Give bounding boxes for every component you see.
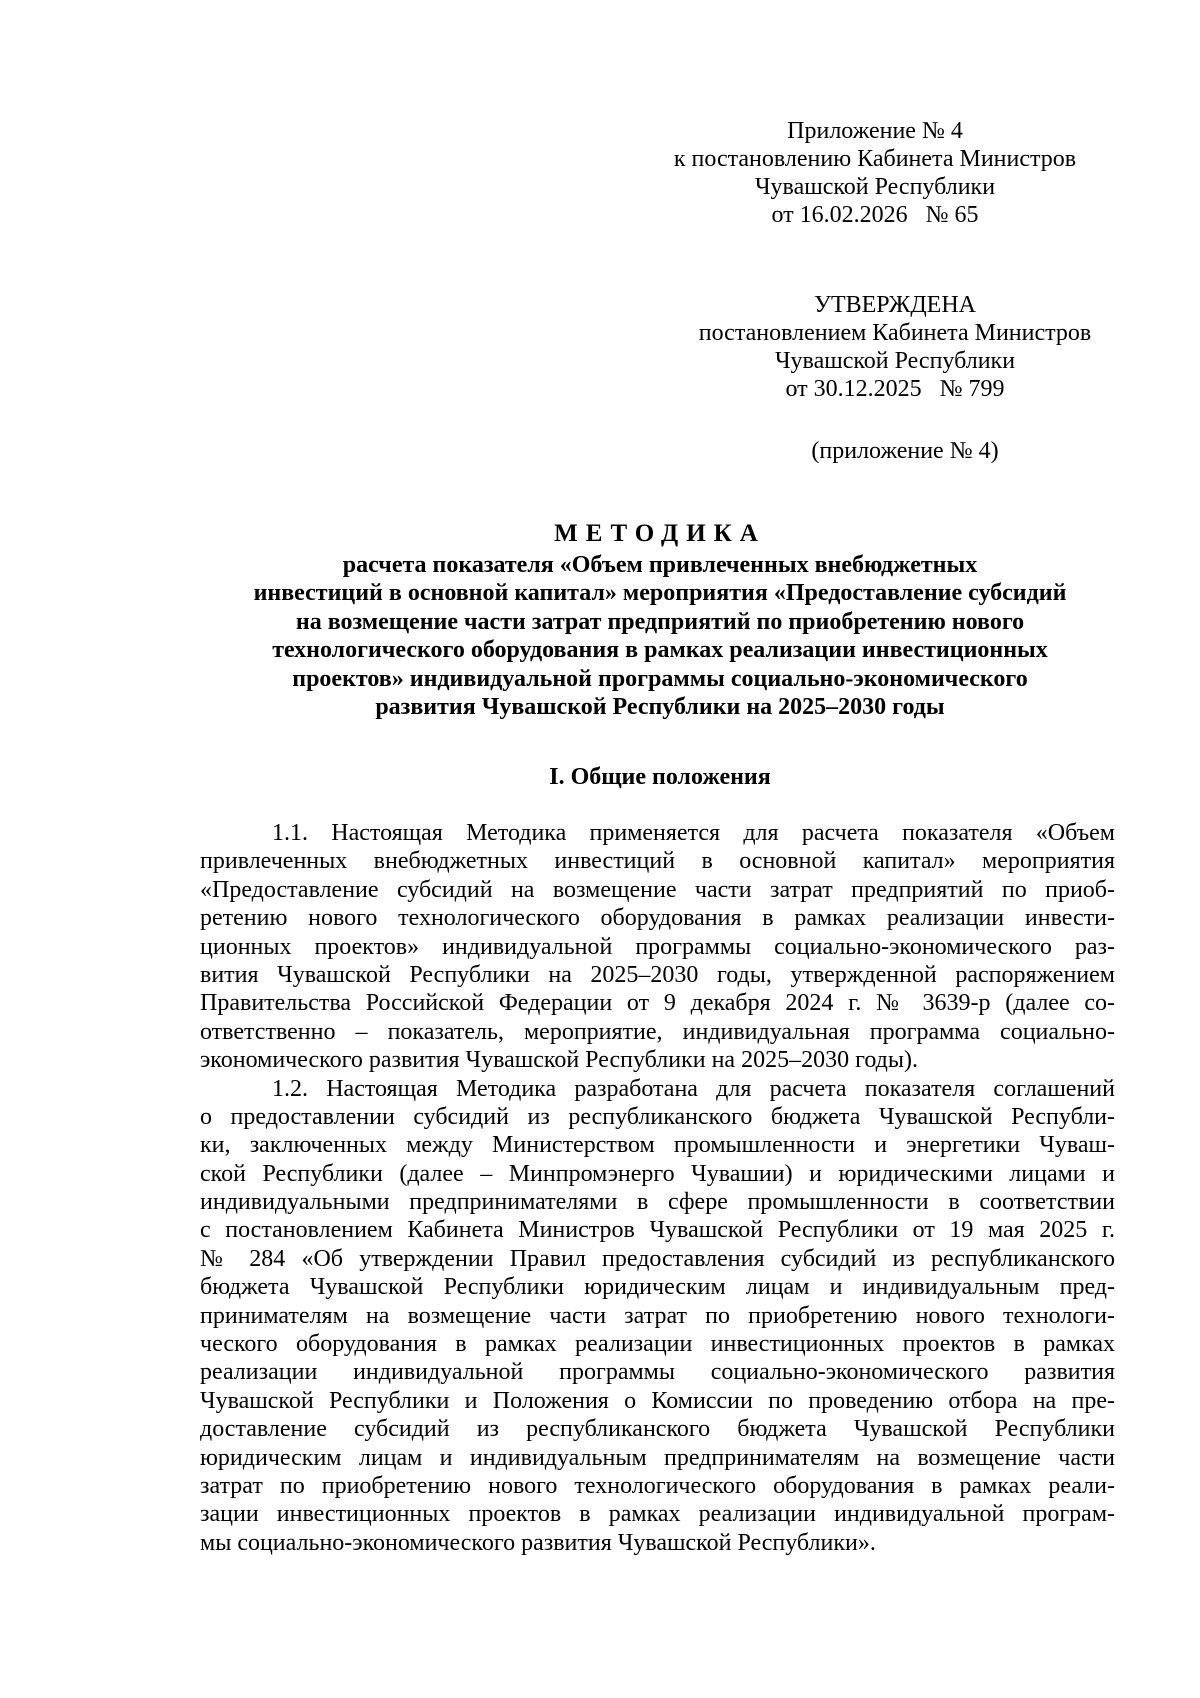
title-main: МЕТОДИКА bbox=[554, 520, 766, 547]
text-line: принимателям на возмещение части затрат по приобретению нового технологи- bbox=[200, 1302, 1115, 1329]
approved-line: постановлением Кабинета Министров bbox=[698, 320, 1092, 346]
paragraph-1-2 bbox=[200, 1075, 1115, 1558]
text-line: 1.1. Настоящая Методика применяется для расчета показателя «Объем bbox=[272, 820, 1115, 846]
appendix-note-text: (приложение № 4) bbox=[811, 438, 999, 464]
appendix-line: к постановлению Кабинета Министров bbox=[673, 146, 1077, 172]
document-title bbox=[160, 520, 1160, 722]
appendix-header bbox=[650, 117, 1100, 229]
text-line: зации инвестиционных проектов в рамках реализации индивидуальной програм- bbox=[200, 1501, 1115, 1528]
paragraph-1-1 bbox=[200, 819, 1115, 1075]
title-line: на возмещение части затрат предприятий по приобретению нового bbox=[295, 608, 1025, 635]
text-line: Правительства Российской Федерации от 9 декабря 2024 г. № 3639-р (далее со- bbox=[200, 990, 1115, 1017]
title-line: проектов» индивидуальной программы социально-экономического bbox=[292, 665, 1028, 692]
appendix-note bbox=[770, 437, 1040, 465]
text-line: ческого оборудования в рамках реализации инвестиционных проектов в рамках bbox=[200, 1331, 1115, 1358]
appendix-line: Приложение № 4 bbox=[787, 118, 963, 144]
text-line: доставление субсидий из республиканского бюджета Чувашской Республики bbox=[200, 1416, 1115, 1443]
approved-line: УТВЕРЖДЕНА bbox=[813, 292, 977, 318]
approved-header bbox=[670, 291, 1120, 403]
text-line: ки, заключенных между Министерством промышленности и энергетики Чуваш- bbox=[200, 1132, 1115, 1159]
text-line: № 284 «Об утверждении Правил предоставления субсидий из республиканского bbox=[200, 1245, 1115, 1272]
text-line: ционных проектов» индивидуальной программы социально-экономического раз- bbox=[200, 933, 1115, 960]
text-line: бюджета Чувашской Республики юридическим лицам и индивидуальным пред- bbox=[200, 1274, 1115, 1301]
title-line: инвестиций в основной капитал» мероприятия «Предоставление субсидий bbox=[253, 580, 1067, 606]
text-line: мы социально-экономического развития Чувашской Республики». bbox=[200, 1529, 876, 1556]
text-line: «Предоставление субсидий на возмещение части затрат предприятий по приоб- bbox=[200, 876, 1115, 903]
text-line: ской Республики (далее – Минпромэнерго Чувашии) и юридическими лицами и bbox=[200, 1160, 1115, 1187]
section-heading: I. Общие положения bbox=[549, 764, 771, 790]
text-line: вития Чувашской Республики на 2025–2030 годы, утвержденной распоряжением bbox=[200, 961, 1115, 988]
text-line: реализации индивидуальной программы социально-экономического развития bbox=[200, 1359, 1115, 1386]
title-line: развития Чувашской Республики на 2025–2030 годы bbox=[375, 694, 945, 720]
title-line: технологического оборудования в рамках реализации инвестиционных bbox=[272, 637, 1048, 663]
text-line: о предоставлении субсидий из республиканского бюджета Чувашской Республи- bbox=[200, 1103, 1115, 1130]
text-line: Чувашской Республики и Положения о Комиссии по проведению отбора на пре- bbox=[200, 1387, 1115, 1414]
text-line: экономического развития Чувашской Республики на 2025–2030 годы). bbox=[200, 1047, 918, 1074]
text-line: 1.2. Настоящая Методика разработана для расчета показателя соглашений bbox=[272, 1075, 1115, 1102]
appendix-line: Чувашской Республики bbox=[754, 174, 996, 200]
text-line: индивидуальными предпринимателями в сфере промышленности в соответствии bbox=[200, 1189, 1115, 1216]
text-line: юридическим лицам и индивидуальным предпринимателям на возмещение части bbox=[200, 1444, 1115, 1471]
text-line: ответственно – показатель, мероприятие, индивидуальная программа социально- bbox=[200, 1018, 1115, 1045]
approved-line: от 30.12.2025 № 799 bbox=[785, 376, 1005, 402]
appendix-line: от 16.02.2026 № 65 bbox=[771, 202, 979, 228]
text-line: ретению нового технологического оборудования в рамках реализации инвести- bbox=[200, 905, 1115, 932]
text-line: затрат по приобретению нового технологического оборудования в рамках реали- bbox=[200, 1472, 1115, 1499]
body-text bbox=[200, 819, 1115, 1557]
title-line: расчета показателя «Объем привлеченных внебюджетных bbox=[342, 551, 978, 578]
text-line: привлеченных внебюджетных инвестиций в основной капитал» мероприятия bbox=[200, 848, 1115, 875]
approved-line: Чувашской Республики bbox=[774, 348, 1016, 374]
text-line: с постановлением Кабинета Министров Чувашской Республики от 19 мая 2025 г. bbox=[200, 1217, 1115, 1244]
